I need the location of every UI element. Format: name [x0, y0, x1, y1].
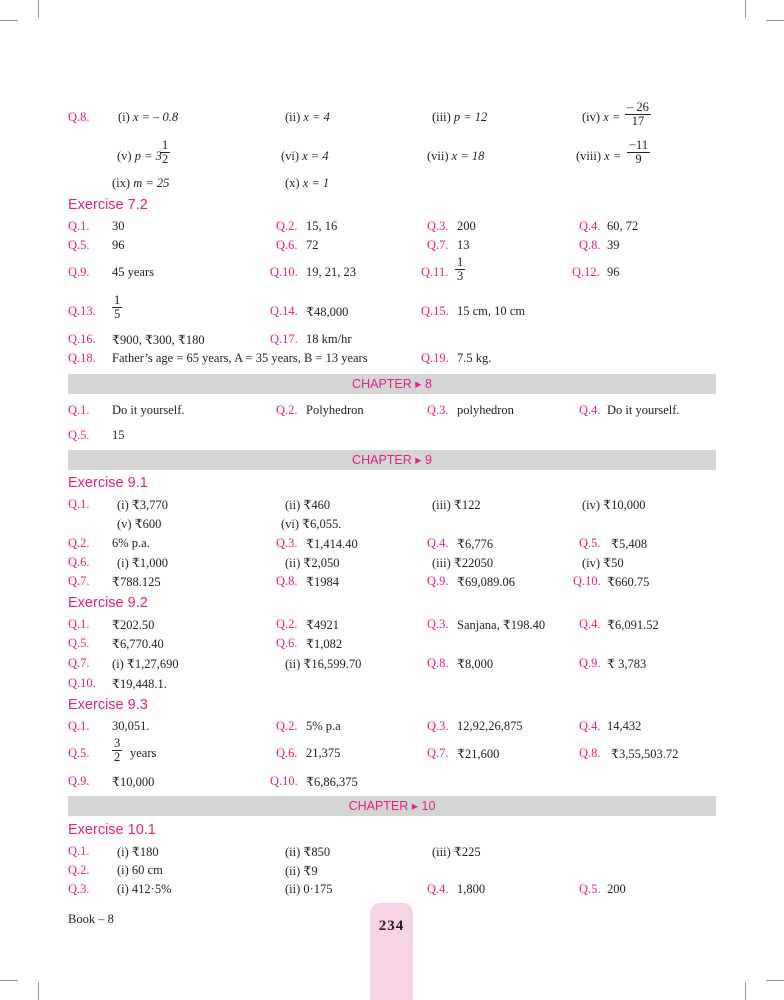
question-label: Q.13.	[68, 304, 96, 318]
answer-text: 12,92,26,875	[457, 719, 523, 733]
answer-text: (iii) ₹22050	[432, 556, 494, 570]
answer-text: (ii) ₹2,050	[285, 556, 340, 570]
question-label: Q.6.	[276, 238, 298, 252]
answer-text: 96	[112, 238, 125, 252]
question-label: Q.4.	[427, 536, 449, 550]
answer-text: ₹6,86,375	[306, 775, 358, 789]
answer-text: ₹6,091.52	[607, 618, 659, 632]
question-label: Q.4.	[579, 719, 601, 733]
exercise-heading: Exercise 10.1	[68, 822, 156, 838]
question-label: Q.1.	[68, 719, 90, 733]
answer-text: (v) ₹600	[117, 517, 162, 531]
answer-text: (i) ₹180	[117, 845, 159, 859]
answer-text: (ii) 0·175	[285, 882, 333, 896]
crop-mark	[0, 20, 18, 21]
question-label: Q.4.	[579, 617, 601, 631]
crop-mark	[745, 0, 746, 18]
answer-text: 96	[607, 265, 620, 279]
question-label: Q.10.	[68, 676, 96, 690]
answer-item: (ix) m = 25	[112, 176, 170, 190]
answer-text: 15 cm, 10 cm	[457, 304, 526, 318]
question-label: Q.19.	[421, 351, 449, 365]
answer-text: 45 years	[112, 265, 154, 279]
question-label: Q.3.	[68, 882, 90, 896]
answer-item: (iii) p = 12	[432, 110, 488, 124]
answer-text: Polyhedron	[306, 403, 364, 417]
question-label: Q.11.	[421, 265, 449, 279]
question-label: Q.7.	[68, 574, 90, 588]
answer-text: (iii) ₹225	[432, 845, 481, 859]
question-label: Q.5.	[68, 746, 90, 760]
answer-text: (vi) ₹6,055.	[281, 517, 342, 531]
question-label: Q.8.	[68, 110, 90, 124]
crop-mark	[38, 0, 39, 18]
answer-text: 6% p.a.	[112, 536, 150, 550]
answer-text: ₹1984	[306, 575, 339, 589]
question-label: Q.5.	[579, 536, 601, 550]
answer-item: (iv) x =	[582, 110, 621, 124]
answer-text: ₹788.125	[112, 575, 161, 589]
question-label: Q.15.	[421, 304, 449, 318]
answer-text: (i) 60 cm	[117, 863, 163, 877]
question-label: Q.3.	[276, 536, 298, 550]
answer-text: 15, 16	[306, 219, 338, 233]
question-label: Q.2.	[68, 863, 90, 877]
question-label: Q.6.	[68, 555, 90, 569]
answer-text: Sanjana, ₹198.40	[457, 618, 546, 632]
answer-text: 39	[607, 238, 620, 252]
question-label: Q.1.	[68, 403, 90, 417]
answer-text: ₹6,776	[457, 537, 494, 551]
answer-text: 15	[112, 428, 125, 442]
answer-text: (i) 412·5%	[117, 882, 172, 896]
question-label: Q.9.	[68, 265, 90, 279]
question-label: Q.8.	[579, 746, 601, 760]
question-label: Q.4.	[579, 219, 601, 233]
answer-text: 200	[607, 882, 626, 896]
exercise-heading: Exercise 9.1	[68, 475, 148, 491]
book-label: Book – 8	[68, 912, 114, 926]
answer-text: ₹69,089.06	[457, 575, 515, 589]
question-label: Q.8.	[276, 574, 298, 588]
question-label: Q.1.	[68, 219, 90, 233]
answer-text: ₹5,408	[611, 537, 648, 551]
answer-text: (ii) ₹16,599.70	[285, 657, 362, 671]
question-label: Q.3.	[427, 617, 449, 631]
answer-text: Father’s age = 65 years, A = 35 years, B = 13 years	[112, 351, 368, 365]
answer-item: (i) x = – 0.8	[118, 110, 179, 124]
chapter-banner: CHAPTER ▸ 9	[68, 450, 716, 470]
crop-mark	[0, 980, 18, 981]
exercise-heading: Exercise 9.2	[68, 595, 148, 611]
answer-text: 19, 21, 23	[306, 265, 356, 279]
answer-text: Do it yourself.	[112, 403, 185, 417]
question-label: Q.5.	[68, 238, 90, 252]
question-label: Q.2.	[276, 617, 298, 631]
answer-item: (vii) x = 18	[427, 149, 485, 163]
question-label: Q.3.	[427, 219, 449, 233]
question-label: Q.1.	[68, 617, 90, 631]
answer-text: 18 km/hr	[306, 332, 352, 346]
crop-mark	[766, 20, 784, 21]
question-label: Q.9.	[68, 774, 90, 788]
answer-text: 14,432	[607, 719, 642, 733]
fraction: $\frac{- 26}{17}$	[627, 100, 649, 129]
crop-mark	[766, 980, 784, 981]
question-label: Q.8.	[427, 656, 449, 670]
question-label: Q.10.	[573, 574, 601, 588]
question-label: Q.17.	[270, 332, 298, 346]
question-label: Q.6.	[276, 636, 298, 650]
page-number: 234	[378, 918, 405, 934]
fraction: $\frac{1}{5}$	[114, 293, 121, 322]
answer-text: 30,051.	[112, 719, 150, 733]
answer-text: ₹660.75	[607, 575, 650, 589]
question-label: Q.8.	[579, 238, 601, 252]
question-label: Q.4.	[579, 403, 601, 417]
question-label: Q.2.	[276, 219, 298, 233]
question-label: Q.5.	[579, 882, 601, 896]
answer-item: (ii) x = 4	[285, 110, 330, 124]
answer-text: ₹1,414.40	[306, 537, 358, 551]
crop-mark	[38, 982, 39, 1000]
answer-text: (i) ₹1,27,690	[112, 657, 179, 671]
question-label: Q.4.	[427, 882, 449, 896]
answer-item: (viii) x =	[576, 149, 622, 163]
question-label: Q.7.	[68, 656, 90, 670]
answer-text: ₹8,000	[457, 657, 494, 671]
answer-text: ₹48,000	[306, 305, 349, 319]
answer-item: (x) x = 1	[285, 176, 330, 190]
answer-text: polyhedron	[457, 403, 514, 417]
answer-text: years	[130, 746, 157, 760]
question-label: Q.18.	[68, 351, 96, 365]
exercise-heading: Exercise 7.2	[68, 197, 148, 213]
crop-mark	[745, 982, 746, 1000]
question-label: Q.6.	[276, 746, 298, 760]
fraction: $\frac{1}{2}$	[162, 138, 169, 167]
answer-text: ₹202.50	[112, 618, 155, 632]
answer-text: ₹4921	[306, 618, 339, 632]
chapter-banner: CHAPTER ▸ 10	[68, 796, 716, 816]
question-label: Q.9.	[579, 656, 601, 670]
answer-text: 1,800	[457, 882, 486, 896]
question-label: Q.1.	[68, 497, 90, 511]
question-label: Q.5.	[68, 428, 90, 442]
answer-text: ₹19,448.1.	[112, 677, 167, 691]
answer-text: 13	[457, 238, 470, 252]
answer-text: ₹6,770.40	[112, 637, 164, 651]
answer-text: (ii) ₹9	[285, 864, 318, 878]
fraction: $\frac{1}{3}$	[457, 255, 464, 284]
question-label: Q.10.	[270, 774, 298, 788]
question-label: Q.16.	[68, 332, 96, 346]
question-label: Q.2.	[68, 536, 90, 550]
question-label: Q.3.	[427, 719, 449, 733]
question-label: Q.5.	[68, 636, 90, 650]
answer-text: (iii) ₹122	[432, 498, 481, 512]
fraction: $\frac{3}{2}$	[114, 736, 121, 765]
exercise-heading: Exercise 9.3	[68, 697, 148, 713]
question-label: Q.14.	[270, 304, 298, 318]
answer-item: (vi) x = 4	[281, 149, 329, 163]
answer-text: 7.5 kg.	[457, 351, 492, 365]
answer-text: 5% p.a	[306, 719, 341, 733]
question-label: Q.2.	[276, 719, 298, 733]
answer-text: (ii) ₹460	[285, 498, 331, 512]
fraction: $\frac{-11}{9}$	[629, 138, 649, 167]
answer-text: 60, 72	[607, 219, 639, 233]
question-label: Q.1.	[68, 844, 90, 858]
answer-text: ₹3,55,503.72	[611, 747, 679, 761]
answer-text: (i) ₹1,000	[117, 556, 169, 570]
answer-text: Do it yourself.	[607, 403, 680, 417]
answer-text: (ii) ₹850	[285, 845, 331, 859]
question-label: Q.12.	[572, 265, 600, 279]
answer-text: ₹21,600	[457, 747, 500, 761]
answer-text: ₹1,082	[306, 637, 343, 651]
question-label: Q.2.	[276, 403, 298, 417]
answer-text: ₹900, ₹300, ₹180	[112, 333, 205, 347]
answer-text: ₹ 3,783	[607, 657, 647, 671]
answer-text: 21,375	[306, 746, 341, 760]
answer-text: (iv) ₹10,000	[582, 498, 646, 512]
answer-text: (i) ₹3,770	[117, 498, 169, 512]
chapter-banner: CHAPTER ▸ 8	[68, 374, 716, 394]
answer-text: 200	[457, 219, 476, 233]
question-label: Q.3.	[427, 403, 449, 417]
answer-text: (iv) ₹50	[582, 556, 624, 570]
answer-text: ₹10,000	[112, 775, 155, 789]
answer-text: 30	[112, 219, 125, 233]
question-label: Q.7.	[427, 238, 449, 252]
answer-item: (v) p = 3	[117, 149, 162, 163]
question-label: Q.7.	[427, 746, 449, 760]
answer-text: 72	[306, 238, 319, 252]
question-label: Q.9.	[427, 574, 449, 588]
question-label: Q.10.	[270, 265, 298, 279]
